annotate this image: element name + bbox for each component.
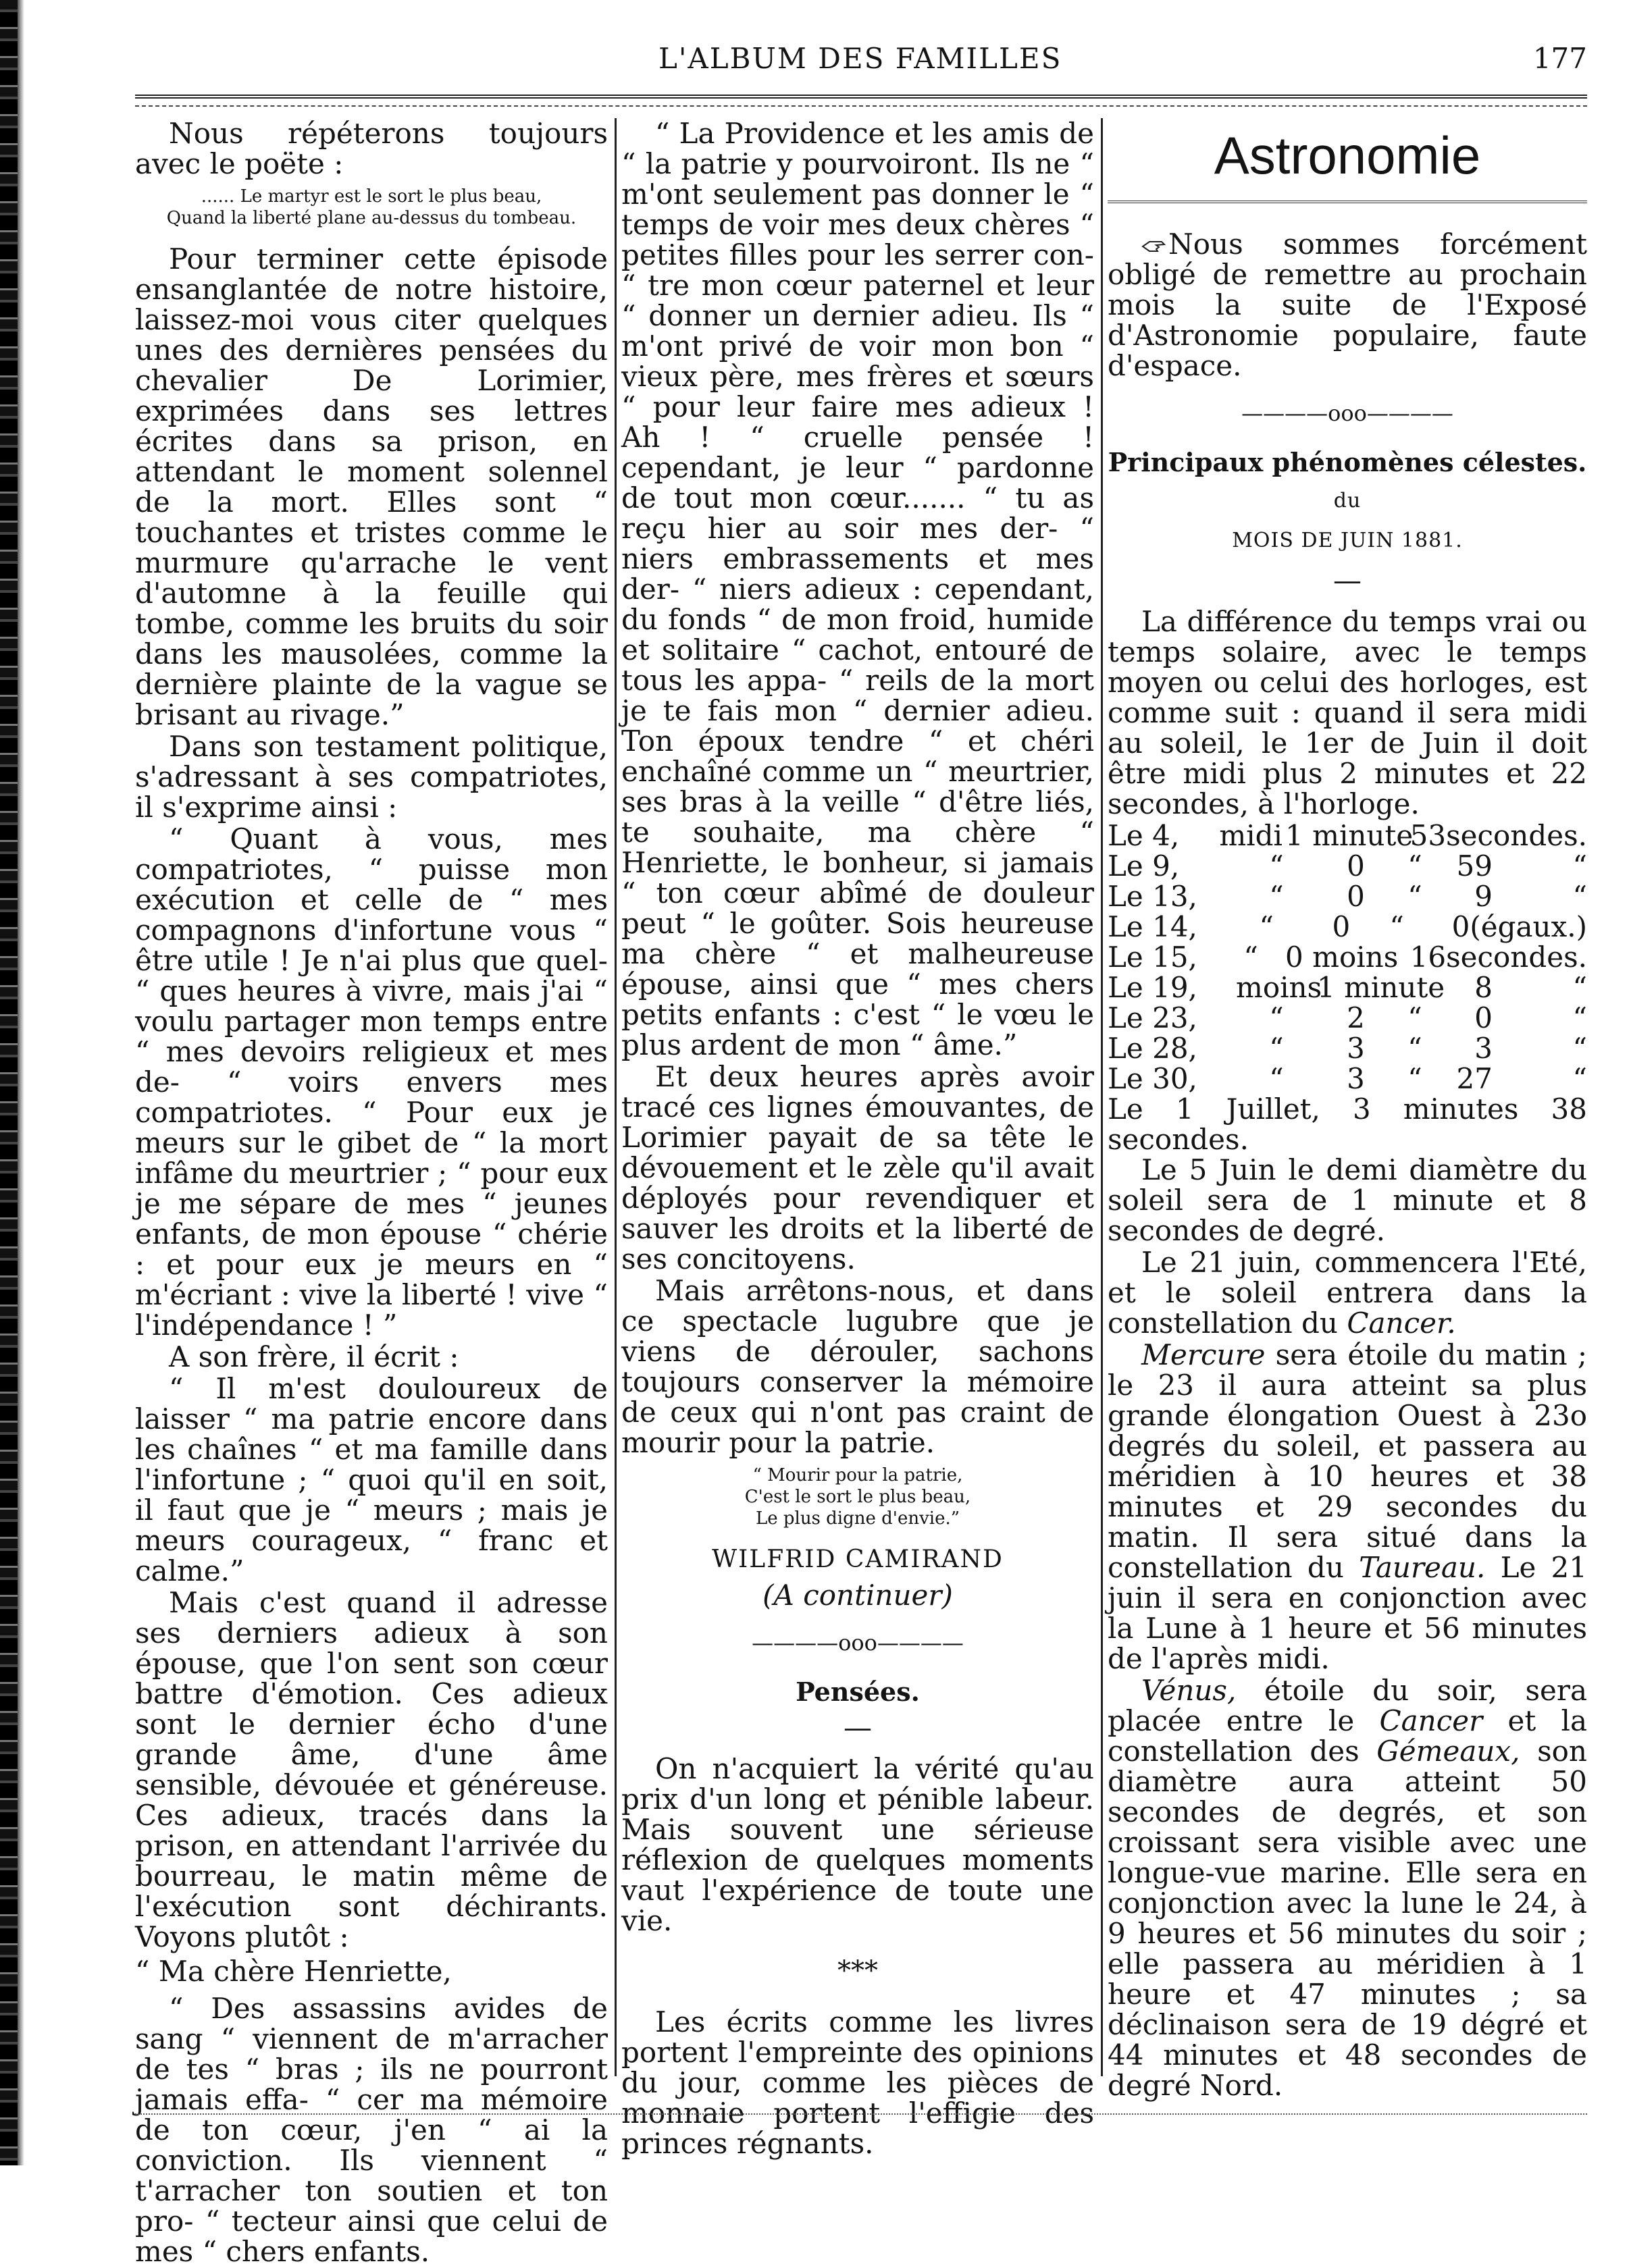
table-cell: midi [1219,819,1283,852]
notice-text: Nous sommes forcément obligé de remettre au prochain mois la suite de l'Exposé d'Astronomie populaire, faute d'espace. [1108,228,1587,382]
verse-line: C'est le sort le plus beau, [744,1487,971,1507]
table-cell: 53 [1409,819,1447,852]
table-cell: “ [1407,1001,1422,1034]
column-separator-1 [615,118,617,2076]
table-cell: Le 4, [1108,819,1180,852]
asterism-ornament: *** [837,1955,878,1986]
to-be-continued: (A continuer) [762,1579,953,1612]
section-ornament: ————ooo———— [1241,400,1453,426]
table-cell: “ [1259,910,1274,943]
verse-line: “ Mourir pour la patrie, [752,1465,963,1485]
table-cell: Le 23, [1108,1001,1197,1034]
table-cell: “ [1572,1032,1587,1065]
column-3 [1108,118,1587,2102]
table-cell: 2 [1347,1001,1365,1034]
table-cell: “ [1407,1062,1422,1095]
table-cell: 0 moins [1285,941,1399,974]
constellation-name: Taureau. [1359,1551,1486,1584]
pointing-hand-icon [1141,239,1166,254]
short-dash: — [1333,564,1362,597]
table-cell: Le 14, [1108,910,1197,943]
pensee-paragraph: Les écrits comme les livres portent l'empreinte des opinions du jour, comme les pièces de monnaie portent l'effigie des princes régnants. [621,2005,1094,2160]
table-cell: Le 13, [1108,880,1197,913]
paragraph: Pour terminer cette épisode ensanglantée de notre histoire, laissez-moi vous citer quelques unes des dernières pensées du chevalier De Lorimier, exprimées dans ses lettres écrites dans sa prison, en attendant le moment solennel de la mort. Elles sont “ touchantes et tristes comme le murmure qu'arrache le vent d'automne à la feuille qui tombe, comme les bruits du soir dans les mausolées, comme la dernière plainte de la vague se brisant au rivage.” [135,242,608,731]
short-dash: — [844,1711,872,1744]
verse-line: Le plus digne d'envie.” [755,1508,960,1529]
table-cell: “ [1269,880,1284,913]
venus-paragraph [1108,1675,1587,2101]
phenomena-heading: Principaux phénomènes célestes. [1108,447,1587,477]
notice-paragraph [1108,229,1587,381]
table-cell: 0 [1332,910,1351,943]
table-cell: 3 [1347,1032,1365,1065]
table-cell: “ [1243,941,1258,974]
table-cell: Le 15, [1108,941,1197,974]
table-cell: 3 [1474,1032,1493,1065]
running-title: L'ALBUM DES FAMILLES [658,42,1062,75]
paragraph: Le 5 Juin le demi diamètre du soleil sera de 1 minute et 8 secondes de degré. [1108,1153,1587,1247]
page-header [135,42,1587,89]
table-cell: “ [1407,849,1422,882]
planet-name: Vénus, [1141,1674,1237,1707]
table-cell: “ [1269,1032,1284,1065]
table-cell: 27 [1456,1062,1493,1095]
table-cell: secondes. [1446,941,1587,974]
header-rule-dashed [135,105,1587,107]
table-cell: 0 [1451,910,1470,943]
table-cell: “ [1389,910,1404,943]
table-cell: 9 [1474,880,1493,913]
verse-line: Quand la liberté plane au-dessus du tombeau. [166,208,577,228]
text-run: étoile du soir, sera placée entre le [1108,1674,1587,1737]
text-run: et la constellation des [1108,1704,1587,1768]
table-cell: Le 30, [1108,1062,1197,1095]
binding-shadow [18,0,24,2165]
table-cell: Le 19, [1108,971,1197,1004]
table-row [1108,912,1587,942]
table-cell: 1 minute [1285,819,1414,852]
wife-letter-continued: “ La Providence et les amis de “ la patrie y pourvoiront. Ils ne “ m'ont seulement pas donner le “ temps de voir mes deux chères “ petites filles pour les serrer con- “ tre mon cœur paternel et leur “ donner un dernier adieu. Ils “ m'ont privé de voir mon bon “ vieux père, mes frères et sœurs “ pour leur faire mes adieux ! Ah ! “ cruelle pensée ! cependant, je leur “ pardonne de tout mon cœur....... “ tu as reçu hier au soir mes der- “ niers embrassements et mes der- “ niers adieux : cependant, du fonds “ de mon froid, humide et solitaire “ cachot, entouré de tous les appa- “ reils de la mort je te fais mon “ dernier adieu. Ton époux tendre “ et chéri enchaîné comme un “ meurtrier, ses bras à la veille “ d'être liés, te souhaite, ma chère “ Henriette, le bonheur, si jamais “ ton cœur abîmé de douleur peut “ le goûter. Sois heureuse ma chère “ et malheureuse épouse, ainsi que “ mes chers petits enfants : c'est “ le vœu le plus ardent de mon “ âme.” [621,117,1094,1061]
astronomie-title: Astronomie [1214,126,1481,185]
table-cell: “ [1269,1062,1284,1095]
july-line: Le 1 Juillet, 3 minutes 38 secondes. [1108,1092,1587,1156]
planet-name: Mercure [1141,1338,1266,1371]
letter-salutation: “ Ma chère Henriette, [135,1955,452,1988]
author-signature: WILFRID CAMIRAND [712,1546,1004,1573]
text-run: sera étoile du matin ; le 23 il aura atteint sa plus grande élongation Ouest à 23o degrés du soleil, et passera au méridien à 10 heures et 38 minutes et 29 secondes du matin. Il sera situé dans la constellation du [1108,1338,1587,1584]
table-cell [1363,942,1397,972]
verse-line: ...... Le martyr est le sort le plus beau, [201,186,542,207]
equation-of-time-table [1108,820,1587,1094]
table-cell: Le 28, [1108,1032,1197,1065]
wife-letter-quote: “ Des assassins avides de sang “ viennent de m'arracher de tes “ bras ; ils ne pourront jamais effa- “ cer ma mémoire de ton cœur, j'en “ ai la conviction. Ils viennent “ t'arracher ton soutien et ton pro- “ tecteur ainsi que celui de mes “ chers enfants. [135,1992,608,2268]
constellation-name: Cancer [1379,1704,1483,1737]
table-cell: Le 9, [1108,849,1180,882]
table-cell: 16 [1409,941,1447,974]
closing-verse [621,1465,1094,1529]
table-cell: “ [1572,971,1587,1004]
table-cell: “ [1572,1062,1587,1095]
table-cell: “ [1269,849,1284,882]
testament-quote: “ Quant à vous, mes compatriotes, “ puisse mon exécution et celle de “ mes compagnons d'infortune vous “ être utile ! Je n'ai plus que quel- “ ques heures à vivre, mais j'ai “ voulu partager mon temps entre “ mes devoirs religieux et mes de- “ voirs envers mes compatriotes. “ Pour eux je meurs sur le gibet de “ la mort infâme du meurtrier ; “ pour eux je me sépare de mes “ jeunes enfants, de mon épouse “ chérie : et pour eux je meurs en “ m'écriant : vive la liberté ! vive “ l'indépendance ! ” [135,822,608,1342]
text-run: Le 21 juin il sera en conjonction avec la Lune à 1 heure et 56 minutes de l'après midi. [1108,1551,1587,1675]
paragraph: Dans son testament politique, s'adressant à ses compatriotes, il s'exprime ainsi : [135,730,608,824]
pensee-paragraph: On n'acquiert la vérité qu'au prix d'un long et pénible labeur. Mais souvent une sérieuse réflexion de quelques moments vaut l'expérience de toute une vie. [621,1752,1094,1937]
paragraph: Et deux heures après avoir tracé ces lignes émouvantes, de Lorimier payait de sa tête le dévouement et le zèle qu'il avait déployés pour revendiquer et sauver les droits et la liberté de ses concitoyens. [621,1060,1094,1275]
paragraph: Mais arrêtons-nous, et dans ce spectacle lugubre que je viens de dérouler, sachons toujours conserver la mémoire de ceux qui n'ont pas craint de mourir pour la patrie. [621,1274,1094,1459]
column-separator-2 [1101,118,1103,2076]
text-run: Le 21 juin, commencera l'Eté, et le soleil entrera dans la constellation du [1108,1246,1587,1340]
table-cell: 0 [1347,849,1365,882]
table-row [1108,851,1587,881]
du-label: du [1333,489,1362,512]
table-cell: “ [1572,880,1587,913]
table-row [1108,972,1587,1003]
table-cell: 59 [1456,849,1493,882]
table-cell [1395,972,1435,1003]
table-row [1108,942,1587,972]
table-cell: “ [1269,1001,1284,1034]
title-rule [1108,201,1587,203]
paragraph: Mais c'est quand il adresse ses derniers adieux à son épouse, que l'on sent son cœur battre d'émotion. Ces adieux sont le dernier écho d'une grande âme, d'une âme sensible, dévouée et généreuse. Ces adieux, tracés dans la prison, en attendant l'arrivée du bourreau, le matin même de l'exécution sont déchirants. Voyons plutôt : [135,1586,608,1953]
section-ornament: ————ooo———— [752,1630,964,1656]
table-row [1108,820,1587,851]
text-run: son diamètre aura atteint 50 secondes de degrés, et son croissant sera visible avec une longue-vue marine. Elle sera en conjonction avec la lune le 24, à 9 heures et 56 minutes du soir ; elle passera au méridien à 1 heure et 47 minutes ; sa déclinaison sera de 19 dégré et 44 minutes et 48 secondes de degré Nord. [1108,1735,1587,2102]
paragraph [1108,1247,1587,1338]
column-1 [135,118,608,2268]
constellation-name: Gémeaux, [1376,1735,1520,1768]
table-row [1108,1033,1587,1063]
table-row [1108,1063,1587,1094]
table-row [1108,881,1587,912]
pensees-heading: Pensées. [796,1677,920,1707]
table-cell: “ [1572,849,1587,882]
table-cell: 8 [1474,971,1493,1004]
page-number: 177 [1532,42,1587,75]
header-rule [135,95,1587,99]
table-cell: 0 [1474,1001,1493,1034]
table-cell: (égaux.) [1470,910,1587,943]
table-cell: “ [1407,1032,1422,1065]
table-row [1108,1003,1587,1033]
column-2 [621,118,1094,2160]
mercury-paragraph [1108,1340,1587,1674]
paragraph: A son frère, il écrit : [169,1340,459,1373]
verse-quote [135,186,608,229]
time-intro-paragraph: La différence du temps vrai ou temps solaire, avec le temps moyen ou celui des horloges, est comme suit : quand il sera midi au soleil, le 1er de Juin il doit être midi plus 2 minutes et 22 secondes, à l'horloge. [1108,605,1587,820]
table-cell [1363,820,1397,851]
table-cell: “ [1572,1001,1587,1034]
table-cell: 3 [1347,1062,1365,1095]
table-cell: 0 [1347,880,1365,913]
table-cell: “ [1407,880,1422,913]
binding-edge [0,0,18,2165]
brother-letter-quote: “ Il m'est douloureux de laisser “ ma patrie encore dans les chaînes “ et ma famille dans l'infortune ; “ quoi qu'il en soit, il faut que je “ meurs ; mais je meurs courageux, “ franc et calme.” [135,1372,608,1587]
table-cell: moins [1236,971,1322,1004]
intro-paragraph: Nous répéterons toujours avec le poëte : [135,117,608,180]
table-cell: 1 minute [1317,971,1445,1004]
constellation-name: Cancer. [1347,1307,1456,1340]
bottom-dotted-line [135,2113,1587,2115]
month-label: MOIS DE JUIN 1881. [1232,529,1463,552]
table-cell: secondes. [1446,819,1587,852]
